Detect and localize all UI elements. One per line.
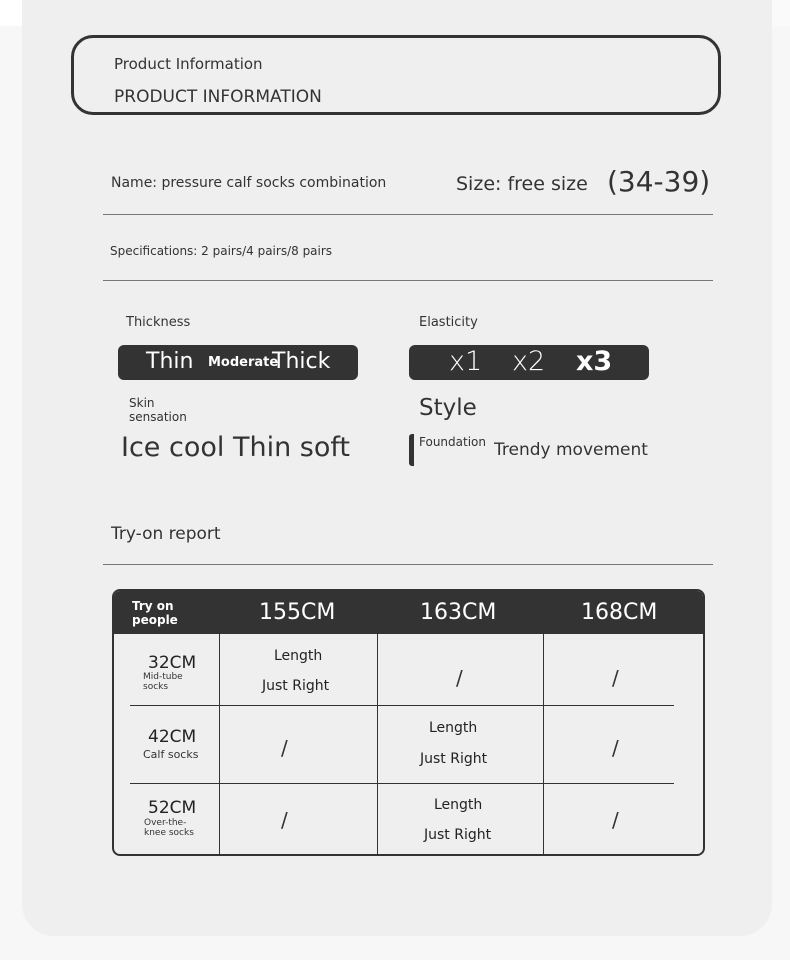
divider [103,214,713,215]
tryon-table [112,589,705,856]
cell-length: Length [429,720,478,736]
cell-empty: / [612,736,619,760]
divider [103,564,713,565]
cell-empty: / [281,808,288,832]
header-height-155: 155CM [259,600,336,625]
header-title-caps: PRODUCT INFORMATION [114,87,322,107]
col-divider [219,634,220,856]
cell-empty: / [612,808,619,832]
col-divider [543,634,544,856]
elasticity-x3: x3 [576,346,613,377]
cell-empty: / [612,666,619,690]
cell-length: Length [274,648,323,664]
divider [103,280,713,281]
style-foundation: Foundation [419,435,486,449]
row-divider [130,783,674,784]
style-marker [409,434,414,466]
tryon-title: Try-on report [111,524,221,544]
elasticity-x2: x2 [512,346,546,377]
header-title: Product Information [114,55,263,73]
thickness-label: Thickness [126,315,191,330]
skin-label: Skin sensation [129,396,187,424]
thickness-scale [118,345,358,380]
thickness-thick: Thick [272,349,331,374]
size-range: (34-39) [607,165,711,198]
row-type-mid-tube: Mid-tube socks [143,672,183,692]
cell-empty: / [456,666,463,690]
cell-length: Length [434,797,483,813]
cell-empty: / [281,736,288,760]
specifications: Specifications: 2 pairs/4 pairs/8 pairs [110,244,333,258]
elasticity-x1: x1 [449,346,483,377]
cell-fit: Just Right [262,678,330,694]
table-header [114,591,703,634]
style-trendy: Trendy movement [494,440,648,460]
header-box [71,35,721,115]
skin-value: Ice cool Thin soft [121,432,350,463]
product-name: Name: pressure calf socks combination [111,175,387,191]
elasticity-scale [409,345,649,380]
thickness-thin: Thin [146,349,194,374]
row-type-calf: Calf socks [143,748,199,761]
header-height-163: 163CM [420,600,497,625]
cell-fit: Just Right [420,751,488,767]
col-divider [377,634,378,856]
top-strip-edge [0,0,22,26]
row-length-52: 52CM [148,798,197,818]
cell-fit: Just Right [424,827,492,843]
size-label: Size: free size [456,173,588,195]
row-length-32: 32CM [148,653,197,673]
style-title: Style [419,395,477,421]
row-type-over-knee: Over-the-knee socks [144,818,194,838]
elasticity-label: Elasticity [419,315,478,330]
row-length-42: 42CM [148,727,197,747]
header-corner: Try on people [132,599,178,627]
header-height-168: 168CM [581,600,658,625]
row-divider [130,705,674,706]
thickness-moderate: Moderate [208,355,279,370]
